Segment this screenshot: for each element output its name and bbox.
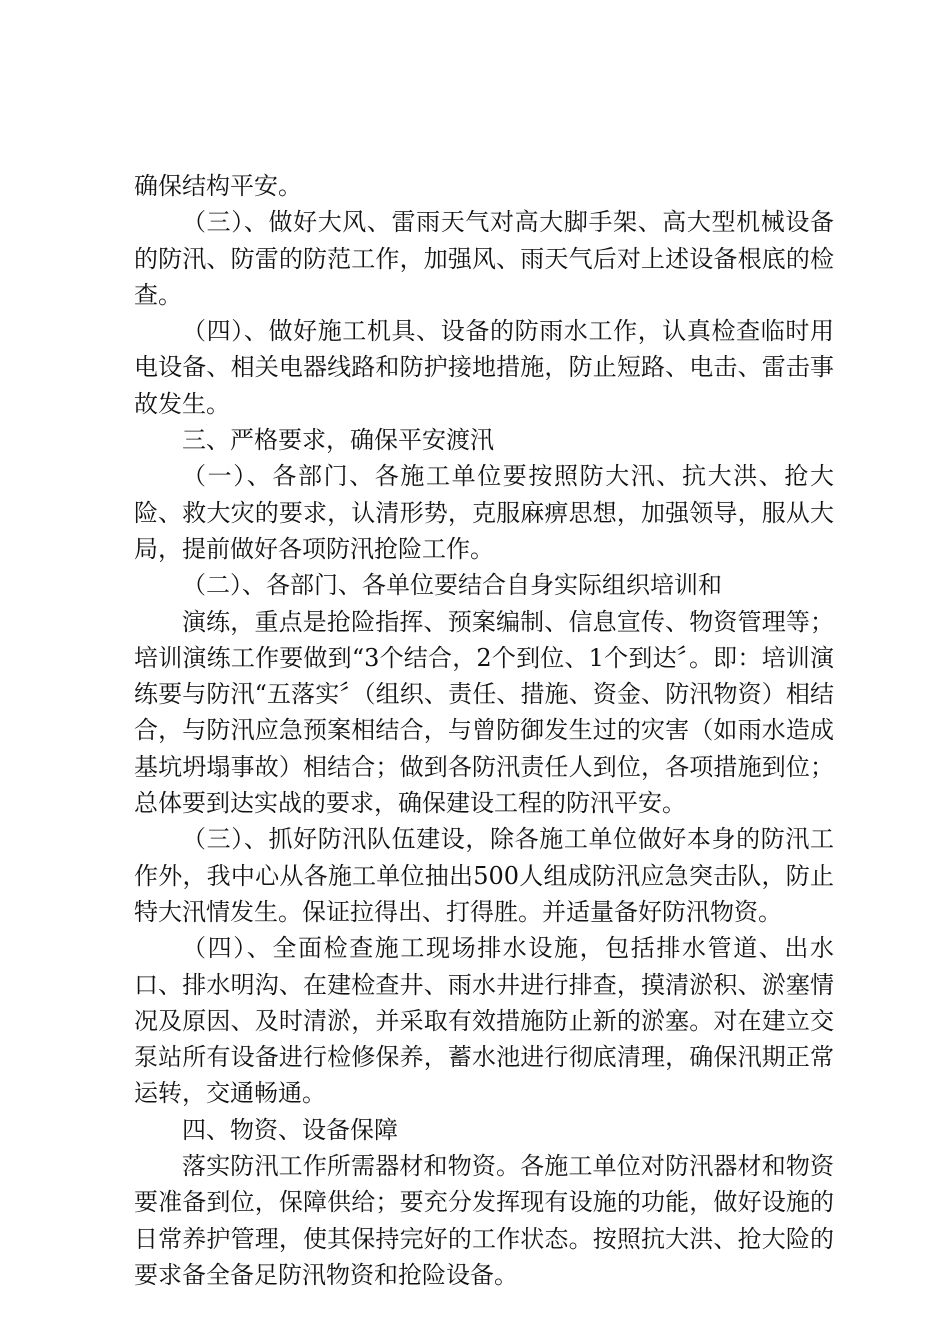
paragraph-departments-duties: （一）、各部门、各施工单位要按照防大汛、抗大洪、抢大险、救大灾的要求，认清形势，克服麻痹思想，加强领导，服从大局，提前做好各项防汛抢险工作。 <box>134 462 834 563</box>
paragraph-drainage-inspection: （四）、全面检查施工现场排水设施，包括排水管道、出水口、排水明沟、在建检查井、雨水井进行排查，摸清淤积、淤塞情况及原因、及时清淤，并采取有效措施防止新的淤塞。对在建立交泵站所有设备进行检修保养，蓄水池进行彻底清理，确保汛期正常运转，交通畅通。 <box>134 934 834 1108</box>
section-heading-materials: 四、物资、设备保障 <box>182 1115 398 1144</box>
paragraph-wind-rain-scaffold: （三）、做好大风、雷雨天气对高大脚手架、高大型机械设备的防汛、防雷的防范工作，加强风、雨天气后对上述设备根底的检查。 <box>134 208 834 309</box>
paragraph-training-intro: （二）、各部门、各单位要结合自身实际组织培训和 <box>182 571 722 600</box>
paragraph-flood-team: （三）、抓好防汛队伍建设，除各施工单位做好本身的防汛工作外，我中心从各施工单位抽出500人组成防汛应急突击队，防止特大汛情发生。保证拉得出、打得胜。并适量备好防汛物资。 <box>134 825 834 926</box>
paragraph-training-drills: 演练，重点是抢险指挥、预案编制、信息宣传、物资管理等；培训演练工作要做到“3个结合，2个到位、1个到达〞。即：培训演练要与防汛“五落实〞（组织、责任、措施、资金、防汛物资）相结合，与防汛应急预案相结合，与曾防御发生过的灾害（如雨水造成基坑坍塌事故）相结合；做到各防汛责任人到位，各项措施到位；总体要到达实战的要求，确保建设工程的防汛平安。 <box>134 607 834 818</box>
paragraph-equipment-rainproof: （四）、做好施工机具、设备的防雨水工作，认真检查临时用电设备、相关电器线路和防护接地措施，防止短路、电击、雷击事故发生。 <box>134 317 834 418</box>
paragraph-materials-supply: 落实防汛工作所需器材和物资。各施工单位对防汛器材和物资要准备到位，保障供给；要充分发挥现有设施的功能，做好设施的日常养护管理，使其保持完好的工作状态。按照抗大洪、抢大险的要求备全备足防汛物资和抢险设备。 <box>134 1152 834 1289</box>
document-body <box>134 168 834 1293</box>
section-heading-strict-requirements: 三、严格要求，确保平安渡汛 <box>182 426 494 455</box>
paragraph-continuation: 确保结构平安。 <box>134 172 302 200</box>
